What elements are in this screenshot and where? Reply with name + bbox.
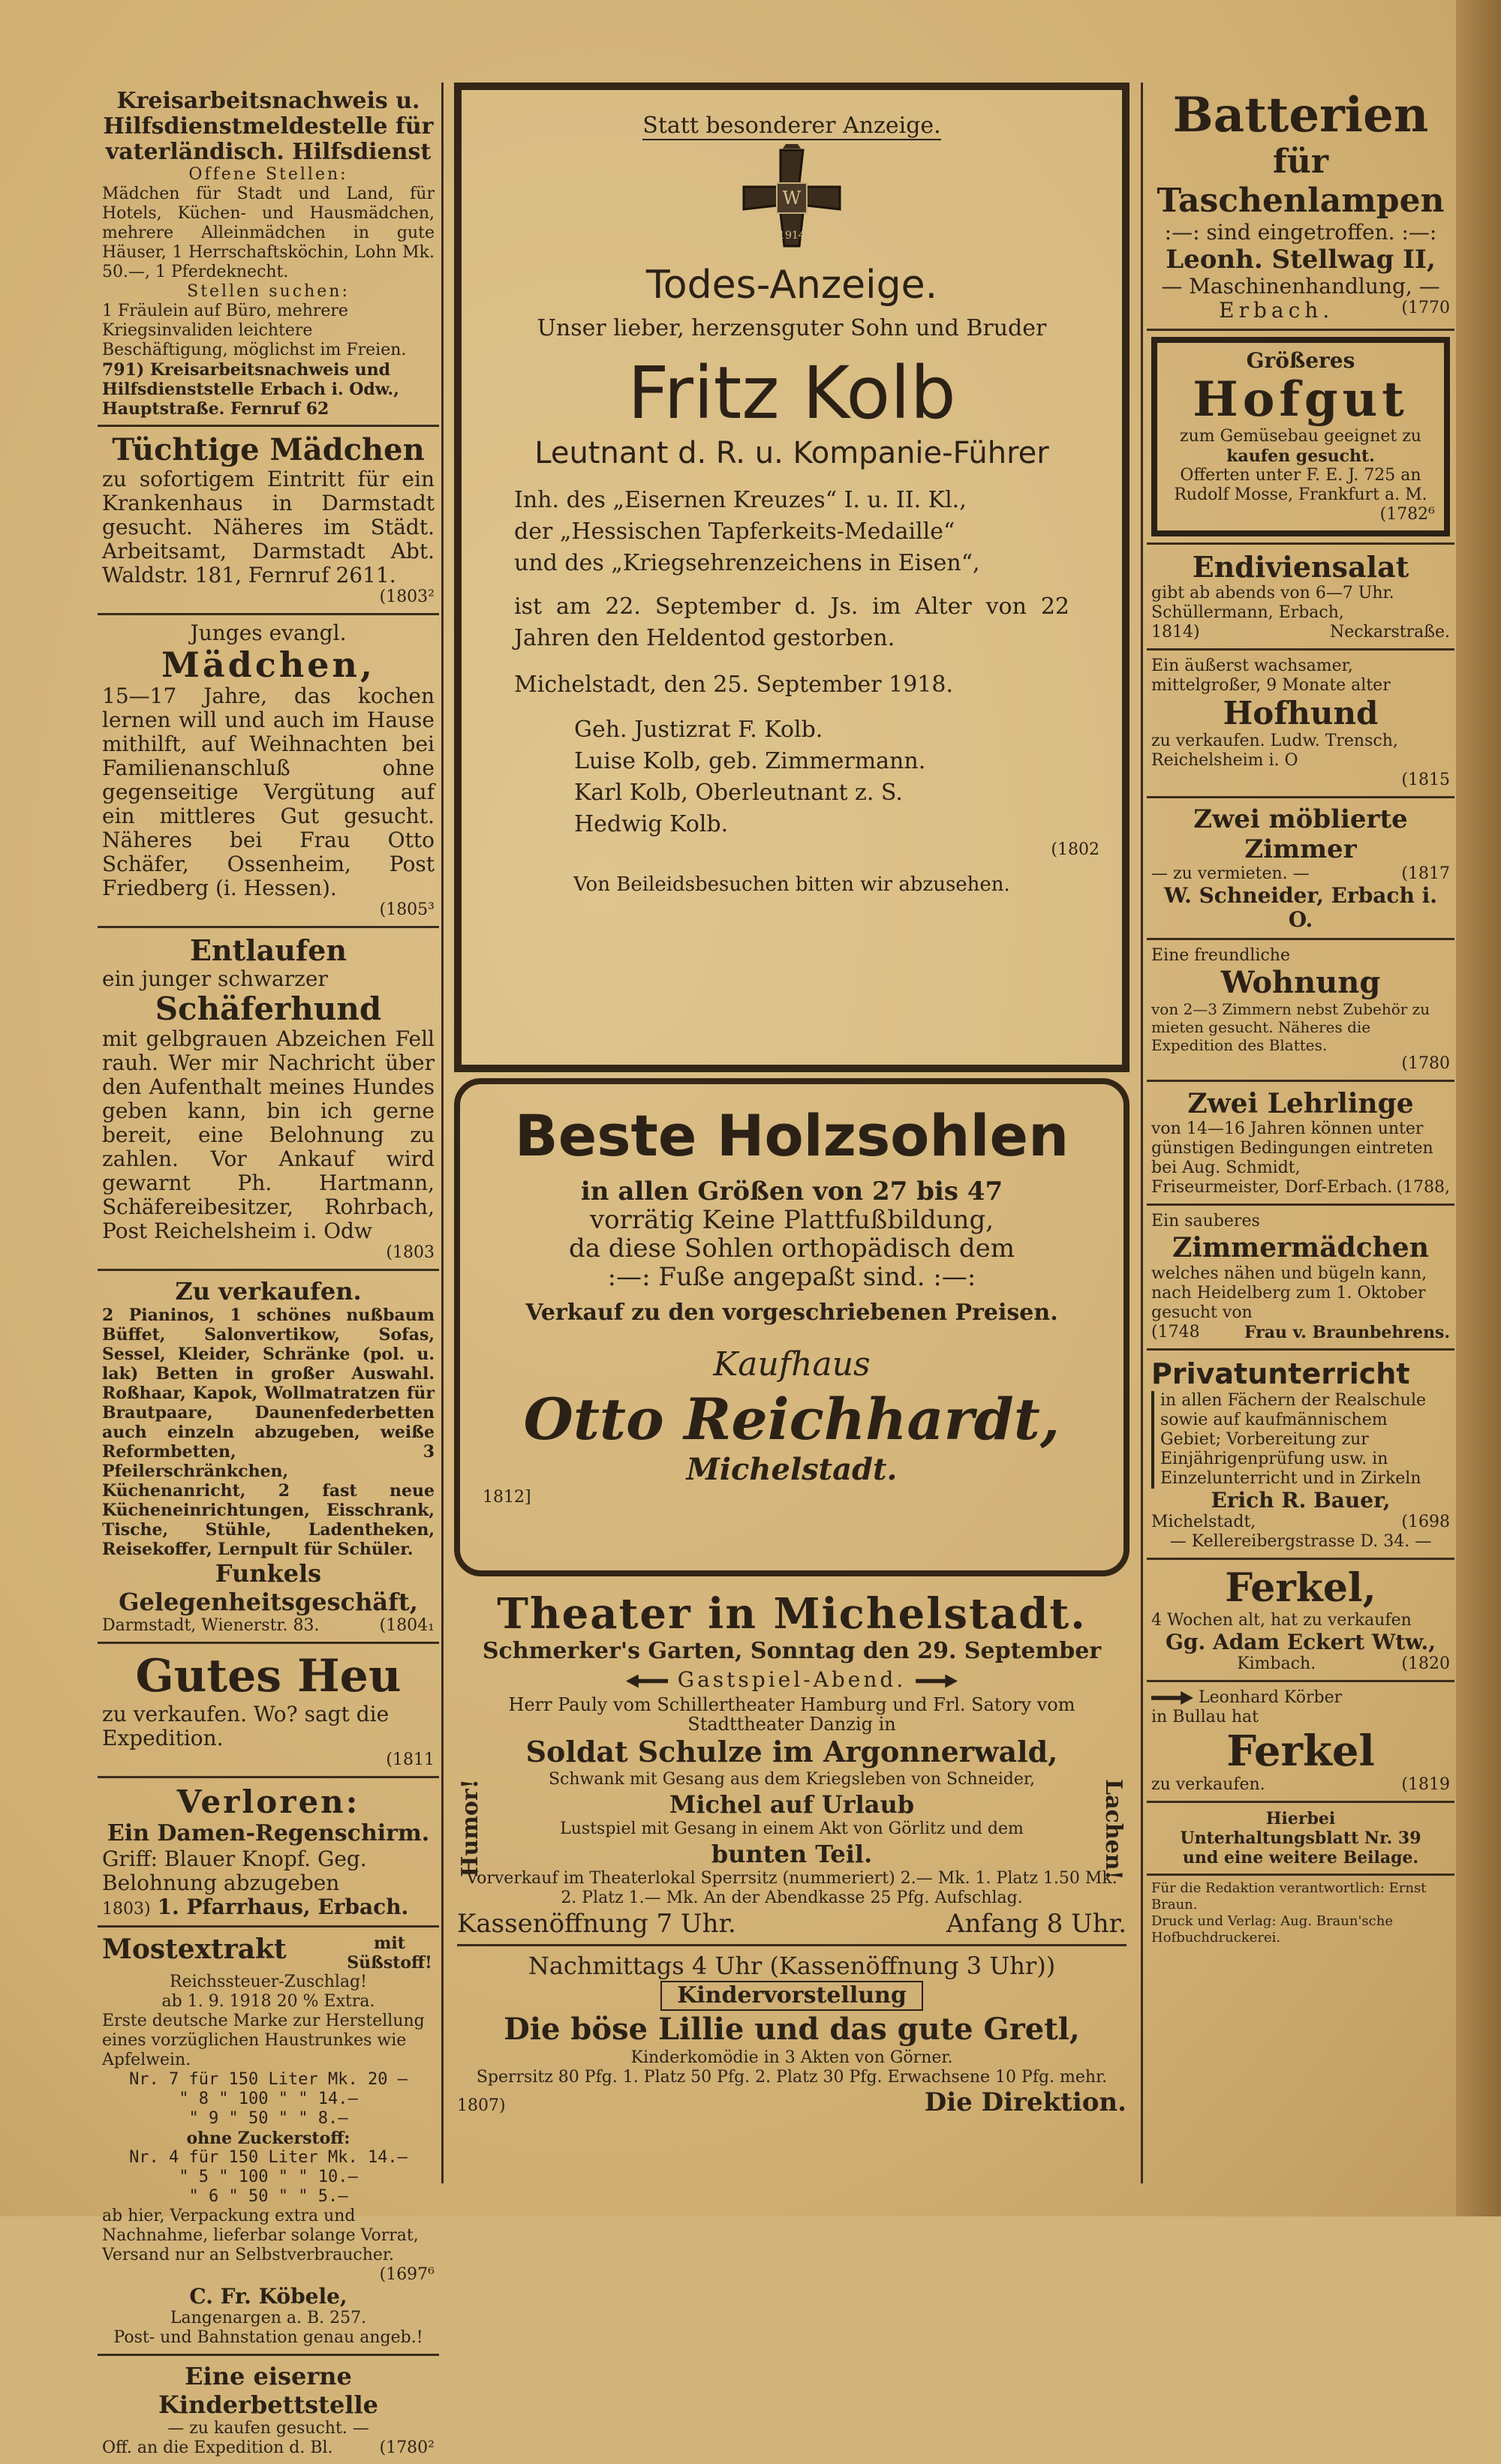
- price-line: " 5 " 100 " " 10.—: [179, 2168, 358, 2186]
- ad-address-text: Michelstadt,: [1151, 1513, 1256, 1531]
- ad-body: zu sofortigem Eintritt für ein Krankenhaus in Darmstadt gesucht. Näheres im Städt. Arbeitsamt, Darmstadt Abt. Waldstr. 181, Fernruf 2611.: [102, 467, 435, 587]
- theater-program: [457, 1734, 1127, 1880]
- ad-heading: Privatunterricht: [1151, 1357, 1410, 1390]
- ad-line: — Maschinenhandlung, —: [1161, 274, 1440, 299]
- ad-body-text: zu verkaufen.: [1151, 1775, 1265, 1794]
- pointing-hand-icon: [916, 1675, 958, 1688]
- ad-zimmer: [1147, 798, 1454, 940]
- hofgut-frame: [1151, 337, 1450, 536]
- iron-cross-icon: [739, 146, 844, 251]
- side-label-lachen: Lachen!: [1100, 1779, 1127, 1880]
- ad-line: und eine weitere Beilage.: [1182, 1848, 1419, 1868]
- ad-junges-maedchen: [98, 615, 439, 928]
- ad-preheading: Ein sauberes: [1151, 1212, 1260, 1230]
- ad-preheading: Größeres: [1246, 348, 1355, 373]
- ad-address: Neckarstraße.: [1329, 623, 1450, 642]
- theater-kinder: Kindervorstellung: [660, 1981, 923, 2011]
- ad-line: :—: Fuße angepaßt sind. :—:: [607, 1262, 976, 1292]
- ad-heading: Verloren:: [176, 1783, 360, 1820]
- ad-beilage: [1147, 1803, 1454, 1876]
- play-title: Die böse Lillie und das gute Gretl,: [504, 2012, 1080, 2047]
- mourner: Luise Kolb, geb. Zimmermann.: [574, 748, 926, 774]
- ad-address-text: Darmstadt, Wienerstr. 83.: [102, 1616, 320, 1635]
- ad-name: Gg. Adam Eckert Wtw.,: [1165, 1630, 1436, 1654]
- honor-line: der „Hessischen Tapferkeits-Medaille“: [514, 518, 955, 545]
- ad-footer-text: Friseurmeister, Dorf-Erbach.: [1151, 1178, 1393, 1197]
- ad-number: (1804₁: [379, 1616, 435, 1635]
- theater-kasse: Kassenöffnung 7 Uhr.: [457, 1909, 736, 1939]
- ad-line: Erste deutsche Marke zur Herstellung eines vorzüglichen Haustrunkes wie Apfelwein.: [102, 2012, 425, 2069]
- theater-prices: Sperrsitz 80 Pfg. 1. Platz 50 Pfg. 2. Platz 30 Pfg. Erwachsene 10 Pfg. mehr.: [476, 2068, 1108, 2087]
- kaufhaus-label: Kaufhaus: [713, 1345, 871, 1384]
- todes-footer: Von Beileidsbesuchen bitten wir abzusehen.: [573, 873, 1010, 896]
- price-line: " 6 " 50 " " 5.—: [188, 2187, 348, 2206]
- ad-footer-text: Off. an die Expedition d. Bl.: [102, 2438, 333, 2457]
- ad-heading: Mädchen,: [161, 645, 376, 685]
- ad-body: von 14—16 Jahren können unter günstigen Bedingungen eintreten bei Aug. Schmidt,: [1151, 1119, 1433, 1177]
- ad-footer: [102, 1895, 435, 1919]
- ad-line: zum Gemüsebau geeignet zu: [1180, 427, 1421, 446]
- ad-number: (1803²: [379, 587, 435, 606]
- todes-top-text: Statt besonderer Anzeige.: [642, 113, 941, 139]
- todes-place-date: Michelstadt, den 25. September 1918.: [514, 672, 953, 698]
- ad-preheading: Eine freundliche: [1151, 946, 1290, 965]
- kaufhaus-town: Michelstadt.: [686, 1452, 898, 1487]
- ad-mostextrakt: [98, 1928, 439, 2356]
- theater-times: [457, 1908, 1127, 1940]
- imprint: [1147, 1876, 1454, 1951]
- ad-entlaufen: [98, 928, 439, 1271]
- ad-ferkel-1: [1147, 1560, 1454, 1682]
- ad-lehrlinge: [1147, 1082, 1454, 1206]
- theater-nachmittag: Nachmittags 4 Uhr (Kassenöffnung 3 Uhr)): [528, 1952, 1056, 1980]
- ad-address: Langenargen a. B. 257.: [170, 2309, 367, 2327]
- play-desc: Lustspiel mit Gesang in einem Akt von Görlitz und dem: [560, 1819, 1024, 1838]
- divider: [457, 1944, 1127, 1946]
- ad-footer: [1151, 1178, 1450, 1197]
- ad-number: (1780²: [379, 2438, 435, 2457]
- imprint-line: Für die Redaktion verantwortlich: Ernst Braun.: [1151, 1880, 1427, 1913]
- ad-heading: Zu verkaufen.: [175, 1277, 362, 1306]
- ad-footer: Hauptstraße. Fernruf 62: [102, 399, 329, 419]
- ad-number: (1697⁶: [379, 2265, 435, 2284]
- pointing-hand-icon: [626, 1675, 668, 1688]
- ad-number: (1770: [1401, 299, 1450, 317]
- theater-cast: Herr Pauly vom Schillertheater Hamburg und Frl. Satory vom Stadttheater Danzig in: [508, 1694, 1075, 1735]
- ad-number: (1698: [1401, 1513, 1450, 1531]
- ad-address: [102, 1616, 435, 1636]
- play-title: bunten Teil.: [711, 1840, 873, 1868]
- play-desc: Kinderkomödie in 3 Akten von Görner.: [630, 2048, 953, 2067]
- todes-intro: Unser lieber, herzensguter Sohn und Bruder: [537, 315, 1047, 341]
- middle-column: [447, 83, 1137, 2191]
- ad-subheading: ohne Zuckerstoff:: [186, 2129, 350, 2148]
- ad-number: (1815: [1401, 771, 1450, 789]
- ad-heading: Zimmermädchen: [1172, 1232, 1429, 1264]
- ad-kinderbettstelle: [98, 2356, 439, 2464]
- ad-body: in allen Fächern der Realschule sowie auf kaufmännischem Gebiet; Vorbereitung zur Einjährigenprüfung usw. in Einzelunterricht und in Zirkeln: [1151, 1391, 1450, 1489]
- ad-footer: [102, 360, 435, 399]
- ad-body: [1151, 1775, 1450, 1795]
- ad-body: zu verkaufen. Wo? sagt die Expedition.: [102, 1702, 390, 1750]
- ad-subheading: Stellen suchen:: [187, 282, 350, 301]
- ad-zimmermaedchen: [1147, 1206, 1454, 1351]
- ad-address: Post- und Bahnstation genau angeb.!: [113, 2328, 423, 2347]
- price-line: " 8 " 100 " " 14.—: [179, 2090, 358, 2108]
- ad-line: Unterhaltungsblatt Nr. 39: [1180, 1828, 1421, 1848]
- ad-line: Offerten unter F. E. J. 725 an Rudolf Mosse, Frankfurt a. M.: [1174, 466, 1427, 504]
- ad-footer-text: 1. Pfarrhaus, Erbach.: [157, 1895, 409, 1919]
- ad-heading: Eine eiserne Kinderbettstelle: [158, 2362, 378, 2419]
- ad-heading-2: Schäferhund: [155, 990, 382, 1027]
- ad-footer: [102, 2438, 435, 2458]
- deceased-rank: Leutnant d. R. u. Kompanie-Führer: [534, 436, 1049, 470]
- ad-heading-aside: mit Süßstoff!: [347, 1934, 432, 1973]
- ad-wohnung: [1147, 940, 1454, 1082]
- ad-number: (1788,: [1396, 1178, 1450, 1197]
- column-rule: [441, 83, 444, 2183]
- ad-address: [1151, 1654, 1450, 1674]
- ad-heading: Mostextrakt: [102, 1934, 287, 1965]
- ad-line: [1151, 299, 1450, 323]
- ad-number: (1817: [1401, 864, 1450, 883]
- ad-body: zu verkaufen. Ludw. Trensch, Reichelsheim i. O: [1151, 732, 1398, 770]
- mourner: Karl Kolb, Oberleutnant z. S.: [574, 780, 903, 806]
- ad-endiviensalat: [1147, 545, 1454, 651]
- ad-number: (1782⁶: [1379, 505, 1435, 524]
- ad-heading: Wohnung: [1220, 965, 1381, 1000]
- ad-line: Reichssteuer-Zuschlag!: [169, 1973, 367, 1991]
- ad-body: gibt ab abends von 6—7 Uhr. Schüllermann, Erbach,: [1151, 584, 1394, 622]
- ad-number: (1805³: [379, 900, 435, 919]
- ad-hofhund: [1147, 651, 1454, 798]
- ad-number: (1803: [386, 1243, 435, 1262]
- theater-gast-line: [457, 1668, 1127, 1692]
- mourner: Geh. Justizrat F. Kolb.: [574, 717, 823, 743]
- theater-sub: Schmerker's Garten, Sonntag den 29. September: [482, 1638, 1102, 1664]
- ad-hofgut: [1147, 331, 1454, 545]
- ad-body: 15—17 Jahre, das kochen lernen will und auch im Hause mithilft, auf Weihnachten bei Familienanschluß ohne gegenseitige Vergütung auf ein mittleres Gut gesucht. Näheres bei Frau Otto Schäfer, Ossenheim, Post Friedberg (i. Hessen).: [102, 684, 435, 900]
- ad-number: (1802: [1051, 840, 1099, 859]
- ad-line: Hierbei: [1265, 1809, 1336, 1828]
- ad-zu-verkaufen: [98, 1271, 439, 1644]
- ad-number: 791): [102, 360, 145, 380]
- ad-heading: Ferkel: [1226, 1726, 1375, 1776]
- ad-heading: Kreisarbeitsnachweis u. Hilfsdienstmeldestelle für vaterländisch. Hilfsdienst: [103, 88, 434, 165]
- ad-town: Erbach.: [1219, 298, 1334, 323]
- ad-name: Leonh. Stellwag II,: [1166, 245, 1436, 275]
- cross-year: 1914: [778, 230, 805, 242]
- ad-batterien: [1147, 83, 1454, 331]
- ad-address: [1151, 1513, 1450, 1532]
- ad-name: Erich R. Bauer,: [1211, 1488, 1391, 1513]
- ad-body: ab hier, Verpackung extra und Nachnahme, lieferbar solange Vorrat, Versand nur an Selbstverbraucher.: [102, 2207, 419, 2264]
- ad-body: von 2—3 Zimmern nebst Zubehör zu mieten gesucht. Näheres die Expedition des Blattes.: [1151, 1000, 1430, 1054]
- honor-line: Inh. des „Eisernen Kreuzes“ I. u. II. Kl.,: [514, 487, 967, 513]
- ad-line: ab 1. 9. 1918 20 % Extra.: [161, 1992, 375, 2011]
- ad-preheading: in Bullau hat: [1151, 1708, 1259, 1726]
- ad-body: — zu kaufen gesucht. —: [167, 2419, 369, 2438]
- ad-line: in allen Größen von 27 bis 47: [580, 1176, 1003, 1206]
- theater-gast: Gastspiel-Abend.: [677, 1667, 907, 1692]
- todes-title: Todes-Anzeige.: [645, 263, 938, 308]
- ad-line: vorrätig Keine Plattfußbildung,: [589, 1205, 994, 1235]
- ad-footer: [1151, 1323, 1450, 1342]
- ad-heading: Gutes Heu: [135, 1650, 402, 1702]
- ad-line: Verkauf zu den vorgeschriebenen Preisen.: [525, 1300, 1058, 1326]
- deceased-name: Fritz Kolb: [627, 351, 956, 435]
- pointing-hand-icon: [1151, 1691, 1193, 1705]
- ad-heading: Tüchtige Mädchen: [112, 432, 425, 467]
- honor-line: und des „Kriegsehrenzeichens in Eisen“,: [514, 550, 980, 576]
- ad-number: (1820: [1401, 1654, 1450, 1673]
- ad-line: kaufen gesucht.: [1226, 446, 1375, 466]
- price-line: Nr. 7 für 150 Liter Mk. 20 —: [129, 2070, 408, 2089]
- ad-subheading: Offene Stellen:: [188, 165, 348, 184]
- todes-top-line: [484, 114, 1099, 138]
- ad-heading: Zwei Lehrlinge: [1187, 1088, 1414, 1119]
- ad-heading-row: [102, 1934, 435, 1973]
- play-title: Soldat Schulze im Argonnerwald,: [525, 1735, 1058, 1768]
- mourners-list: [484, 701, 1099, 840]
- ad-line-text: — zu vermieten. —: [1151, 864, 1310, 883]
- ad-address-text: Kimbach.: [1237, 1654, 1316, 1673]
- ad-heading: Beste Holzsohlen: [514, 1102, 1069, 1169]
- ad-heading: Endiviensalat: [1192, 550, 1409, 584]
- ad-preheading: [1151, 1688, 1450, 1708]
- ad-footer: Funkels Gelegenheitsgeschäft,: [119, 1559, 418, 1616]
- ad-footer-text: Kreisarbeitsnachweis und Hilfsdienststelle Erbach i. Odw.,: [102, 360, 399, 399]
- ad-heading: Batterien: [1172, 87, 1429, 143]
- ad-number: 1807): [457, 2096, 506, 2115]
- ad-address: — Kellereibergstrasse D. 34. —: [1169, 1532, 1432, 1551]
- todes-anzeige: [454, 83, 1130, 1072]
- price-line: Nr. 4 für 150 Liter Mk. 14.—: [129, 2148, 408, 2167]
- ad-heading: Hofhund: [1223, 695, 1379, 732]
- left-column: [98, 83, 439, 2457]
- ad-holzsohlen: [454, 1078, 1130, 1576]
- ad-tuechtige-maedchen: [98, 427, 439, 615]
- ad-line: [1151, 864, 1450, 884]
- theater-direktion: Die Direktion.: [924, 2087, 1127, 2117]
- theater-footer: [457, 2087, 1127, 2117]
- cross-letter: W: [782, 188, 802, 209]
- ad-body: welches nähen und bügeln kann, nach Heidelberg zum 1. Oktober gesucht von: [1151, 1264, 1427, 1322]
- ad-name: Frau v. Braunbehrens.: [1244, 1323, 1450, 1342]
- ad-number: 1803): [102, 1900, 151, 1919]
- ad-body: 4 Wochen alt, hat zu verkaufen: [1151, 1611, 1412, 1630]
- play-title: Michel auf Urlaub: [669, 1790, 915, 1819]
- ad-name: C. Fr. Köbele,: [189, 2284, 347, 2309]
- theater-anfang: Anfang 8 Uhr.: [946, 1909, 1127, 1939]
- ad-preheading: ein junger schwarzer: [102, 966, 328, 991]
- ad-preheading-text: Leonhard Körber: [1199, 1688, 1343, 1707]
- ad-heading-2: für Taschenlampen: [1157, 143, 1445, 220]
- ad-privatunterricht: [1147, 1351, 1454, 1560]
- ad-body: 2 Pianinos, 1 schönes nußbaum Büffet, Salonvertikow, Sofas, Sessel, Kleider, Schränke (pol. u. lak) Betten in großer Auswahl. Roßhaar, Kapok, Wollmatratzen für Brautpaare, Daunenfederbetten auch einzeln abzugeben, weiße Reformbetten, 3 Pfeilerschränkchen, Küchenanricht, 2 fast neue Kücheneinrichtungen, Eisschrank, Tische, Stühle, Ladentheken, Reisekoffer, Lernpult für Schüler.: [102, 1306, 435, 1559]
- page-edge: [1456, 0, 1501, 2216]
- theater-vorverkauf: Vorverkauf im Theaterlokal Sperrsitz (nummeriert) 2.— Mk. 1. Platz 1.50 Mk. 2. Platz 1.— Mk. An der Abendkasse 25 Pfg. Aufschlag.: [466, 1869, 1117, 1907]
- ad-preheading: Ein äußerst wachsamer, mittelgroßer, 9 Monate alter: [1151, 657, 1391, 695]
- ad-theater: [447, 1582, 1137, 2125]
- ad-body: mit gelbgrauen Abzeichen Fell rauh. Wer mir Nachricht über den Aufenthalt meines Hundes geben kann, bin ich gerne bereit, eine Belohnung zu zahlen. Vor Ankauf wird gewarnt Ph. Hartmann, Schäfereibesitzer, Rohrbach, Post Reichelsheim i. Odw: [102, 1026, 435, 1243]
- play-desc: Schwank mit Gesang aus dem Kriegsleben von Schneider,: [548, 1770, 1036, 1789]
- ad-kreisarbeitsnachweis: [98, 83, 439, 427]
- ad-number: 1812]: [483, 1488, 531, 1507]
- price-line: " 9 " 50 " " 8.—: [188, 2109, 348, 2128]
- ad-number: (1780: [1401, 1054, 1450, 1073]
- ad-line: :—: sind eingetroffen. :—:: [1164, 220, 1437, 245]
- mourner: Hedwig Kolb.: [574, 811, 729, 837]
- ad-ferkel-2: [1147, 1682, 1454, 1803]
- ad-number: (1748: [1151, 1323, 1200, 1342]
- column-rule: [1141, 83, 1143, 2183]
- ad-body: 1 Fräulein auf Büro, mehrere Kriegsinvaliden leichtere Beschäftigung, möglichst im Freien.: [102, 302, 407, 359]
- ad-body: Mädchen für Stadt und Land, für Hotels, Küchen- und Hausmädchen, mehrere Alleinmädchen in gute Häuser, 1 Herrschaftsköchin, Lohn Mk. 50.—, 1 Pferdeknecht.: [102, 185, 435, 281]
- ad-heading: Hofgut: [1193, 371, 1409, 428]
- ad-body: Griff: Blauer Knopf. Geg. Belohnung abzugeben: [102, 1846, 367, 1895]
- ad-number: 1814): [1151, 623, 1200, 642]
- ad-number: (1819: [1401, 1775, 1450, 1794]
- ad-preheading: Junges evangl.: [190, 621, 347, 645]
- ad-gutes-heu: [98, 1644, 439, 1778]
- ad-number: (1811: [386, 1750, 435, 1769]
- todes-honors: [484, 471, 1099, 701]
- ad-heading: Zwei möblierte Zimmer: [1193, 804, 1408, 864]
- ad-heading: Ferkel,: [1225, 1565, 1376, 1611]
- imprint-line: Druck und Verlag: Aug. Braun'sche Hofbuchdruckerei.: [1151, 1913, 1393, 1946]
- ad-heading-2: Ein Damen-Regenschirm.: [107, 1820, 430, 1846]
- ad-name: W. Schneider, Erbach i. O.: [1164, 883, 1437, 932]
- ad-heading: Entlaufen: [190, 933, 347, 967]
- ad-verloren: [98, 1778, 439, 1928]
- holz-body: [483, 1170, 1101, 1327]
- right-column: [1147, 83, 1454, 2191]
- kaufhaus-name: Otto Reichhardt,: [523, 1386, 1060, 1453]
- todes-died: ist am 22. September d. Js. im Alter von 22 Jahren den Heldentod gestorben.: [514, 593, 1069, 651]
- ad-heading: Theater in Michelstadt.: [497, 1589, 1087, 1639]
- ad-footer: [1151, 623, 1450, 642]
- side-label-humor: Humor!: [457, 1779, 483, 1877]
- ad-line: da diese Sohlen orthopädisch dem: [568, 1234, 1015, 1264]
